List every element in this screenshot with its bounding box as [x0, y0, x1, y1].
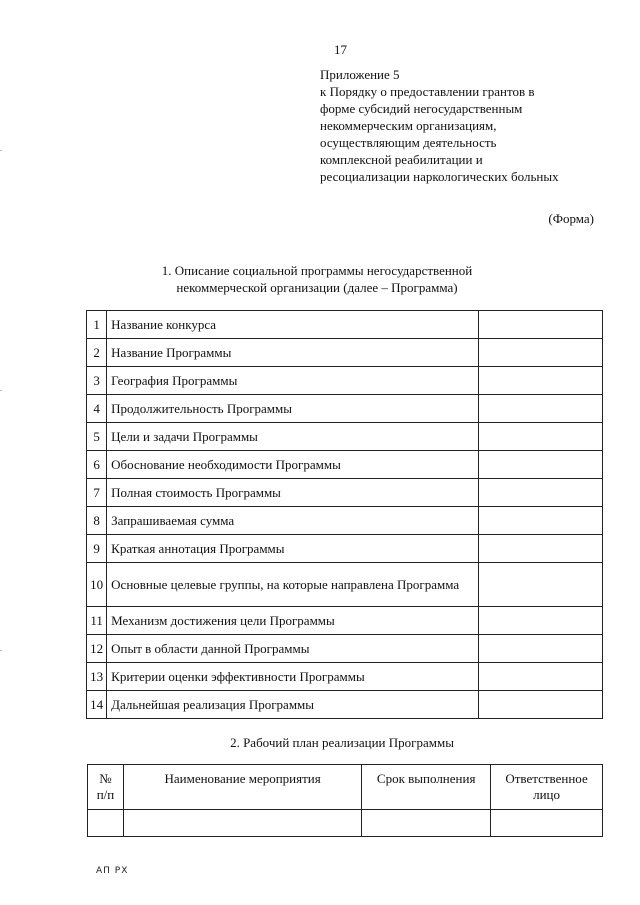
cell-number — [88, 810, 124, 837]
row-label: Название конкурса — [107, 311, 479, 339]
row-label: География Программы — [107, 367, 479, 395]
row-label: Название Программы — [107, 339, 479, 367]
section2-title: 2. Рабочий план реализации Программы — [230, 735, 454, 750]
table-row — [87, 607, 603, 635]
table-row — [87, 339, 603, 367]
footer-code: АП РХ — [96, 866, 129, 876]
col-header-number — [88, 765, 124, 810]
row-label: Запрашиваемая сумма — [107, 507, 479, 535]
work-plan-table — [87, 764, 603, 837]
table-row — [87, 451, 603, 479]
cell-responsible — [491, 810, 603, 837]
col-header-responsible-line2: лицо — [533, 787, 560, 802]
row-value — [479, 479, 603, 507]
row-label: Обоснование необходимости Программы — [107, 451, 479, 479]
appendix-line: ресоциализации наркологических больных — [320, 169, 559, 184]
row-number: 5 — [87, 423, 107, 451]
table-row — [87, 479, 603, 507]
section1-title — [0, 262, 637, 296]
row-number: 11 — [87, 607, 107, 635]
appendix-line: форме субсидий негосударственным — [320, 101, 523, 116]
row-value — [479, 311, 603, 339]
row-number: 12 — [87, 635, 107, 663]
col-header-responsible — [491, 765, 603, 810]
table-row — [87, 691, 603, 719]
appendix-line: некоммерческим организациям, — [320, 118, 497, 133]
row-number: 2 — [87, 339, 107, 367]
table-row — [87, 311, 603, 339]
col-header-number-line1: № — [99, 771, 112, 786]
row-value — [479, 507, 603, 535]
appendix-line: к Порядку о предоставлении грантов в — [320, 84, 535, 99]
row-label: Механизм достижения цели Программы — [107, 607, 479, 635]
row-value — [479, 535, 603, 563]
row-number: 13 — [87, 663, 107, 691]
row-label: Опыт в области данной Программы — [107, 635, 479, 663]
section1-title-line2: некоммерческой организации (далее – Программа) — [176, 280, 458, 295]
table-row — [87, 367, 603, 395]
table-header-row — [88, 765, 603, 810]
row-number: 4 — [87, 395, 107, 423]
row-value — [479, 663, 603, 691]
row-number: 10 — [87, 563, 107, 607]
scan-edge-mark — [0, 150, 2, 151]
page-number: 17 — [334, 42, 347, 57]
row-label: Основные целевые группы, на которые направлена Программа — [107, 563, 479, 607]
col-header-responsible-line1: Ответственное — [505, 771, 588, 786]
row-label: Краткая аннотация Программы — [107, 535, 479, 563]
table-row — [87, 507, 603, 535]
row-number: 14 — [87, 691, 107, 719]
appendix-line: комплексной реабилитации и — [320, 152, 483, 167]
appendix-line: Приложение 5 — [320, 67, 400, 82]
table-row — [87, 663, 603, 691]
row-number: 9 — [87, 535, 107, 563]
cell-deadline — [362, 810, 491, 837]
row-value — [479, 339, 603, 367]
cell-event-name — [123, 810, 361, 837]
appendix-line: осуществляющим деятельность — [320, 135, 497, 150]
row-label: Цели и задачи Программы — [107, 423, 479, 451]
scan-edge-mark — [0, 650, 2, 651]
row-value — [479, 691, 603, 719]
table-row — [87, 395, 603, 423]
row-label: Продолжительность Программы — [107, 395, 479, 423]
program-description-table — [86, 310, 603, 719]
row-label: Критерии оценки эффективности Программы — [107, 663, 479, 691]
row-value — [479, 423, 603, 451]
section1-title-line1: 1. Описание социальной программы негосударственной — [161, 263, 473, 278]
col-header-event-name: Наименование мероприятия — [123, 765, 361, 810]
table-row — [88, 810, 603, 837]
table-row — [87, 563, 603, 607]
row-value — [479, 607, 603, 635]
row-number: 3 — [87, 367, 107, 395]
row-number: 7 — [87, 479, 107, 507]
table-row — [87, 423, 603, 451]
table-row — [87, 535, 603, 563]
row-number: 8 — [87, 507, 107, 535]
row-value — [479, 563, 603, 607]
row-value — [479, 367, 603, 395]
col-header-deadline: Срок выполнения — [362, 765, 491, 810]
row-label: Полная стоимость Программы — [107, 479, 479, 507]
table-row — [87, 635, 603, 663]
appendix-header — [320, 66, 620, 185]
scan-edge-mark — [0, 390, 2, 391]
row-value — [479, 451, 603, 479]
col-header-number-line2: п/п — [96, 787, 115, 802]
row-value — [479, 395, 603, 423]
row-number: 1 — [87, 311, 107, 339]
form-label: (Форма) — [548, 211, 594, 226]
row-number: 6 — [87, 451, 107, 479]
row-value — [479, 635, 603, 663]
row-label: Дальнейшая реализация Программы — [107, 691, 479, 719]
